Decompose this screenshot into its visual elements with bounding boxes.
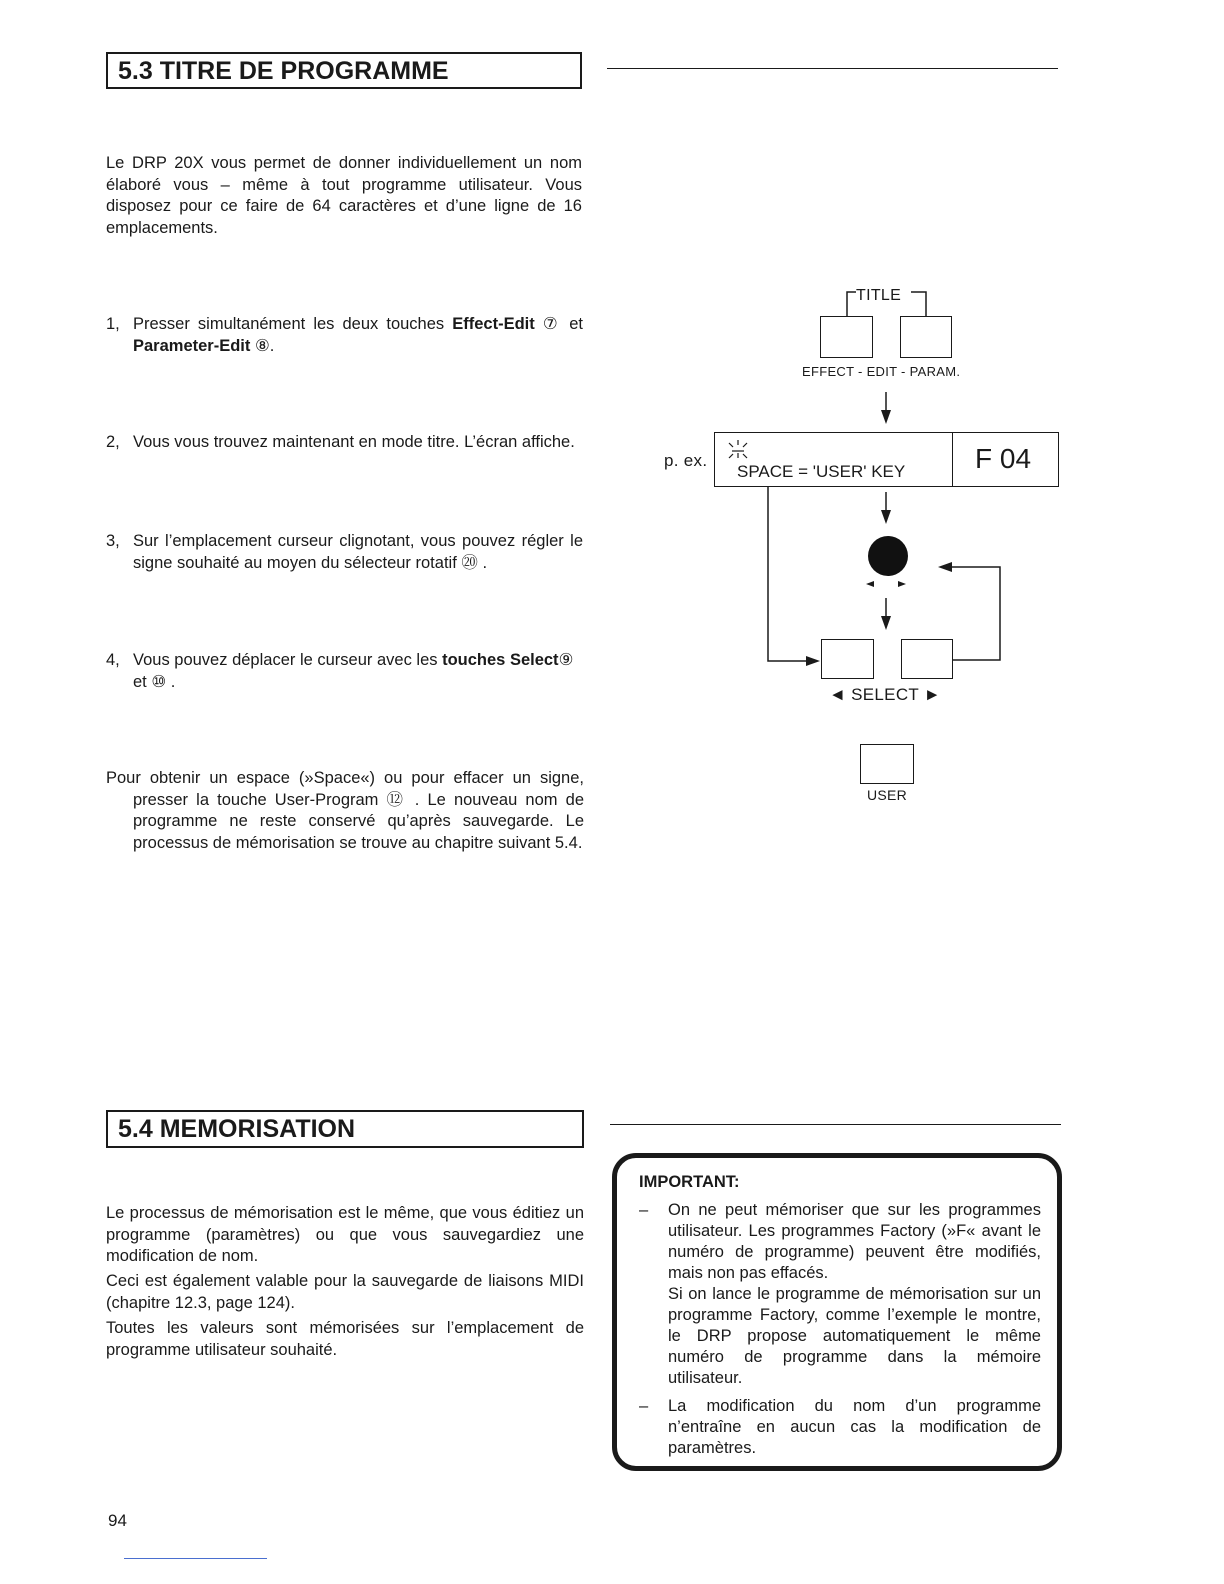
lcd-text: SPACE = 'USER' KEY — [737, 462, 906, 481]
select-right-key[interactable] — [901, 639, 953, 679]
ref-10: ⑩ — [151, 672, 167, 691]
important-item-2-dash: – — [639, 1397, 649, 1415]
ref-20: ⑳ — [461, 553, 478, 572]
parameter-edit-key[interactable] — [900, 316, 952, 358]
flow-connectors — [760, 486, 1010, 676]
section-54-para-1: Le processus de mémorisation est le même, que vous éditiez un programme (paramètres) ou que vous sauvegardiez une modification de nom. — [106, 1204, 584, 1265]
effect-edit-param-label: EFFECT - EDIT - PARAM. — [802, 364, 961, 379]
important-item-1-text: On ne peut mémoriser que sur les programmes utilisateur. Les programmes Factory (»F« avant le numéro de programme) peuvent être modifiés, mais non pas effacés. Si on lance le programme de mémorisation sur un programme Factory, comme l’exemple le montre, le DRP propose automatiquement le même numéro de programme dans la mémoire utilisateur. — [668, 1201, 1041, 1387]
ref-12: ⑫ — [386, 790, 407, 809]
ref-7: ⑦ — [542, 315, 562, 333]
important-item-2-text: La modification du nom d’un programme n’entraîne en aucun cas la modification de paramètres. — [668, 1397, 1041, 1457]
section-53-rule — [607, 68, 1058, 69]
step-2-text: Vous vous trouvez maintenant en mode titre. L’écran affiche. — [133, 433, 575, 451]
section-53-heading — [106, 52, 582, 89]
ref-9: ⑨ — [558, 651, 574, 669]
effect-edit-key-name: Effect-Edit — [452, 315, 535, 333]
space-note: Pour obtenir un espace (»Space«) ou pour effacer un signe, presser la touche User-Program ⑫ . Le nouveau nom de programme ne reste conservé qu’après sauvegarde. Le processus de mémorisation se trouve au chapitre suivant 5.4. — [106, 769, 584, 852]
title-label: TITLE — [856, 287, 902, 304]
user-label: USER — [867, 787, 908, 803]
section-53-heading-text: 5.3 TITRE DE PROGRAMME — [118, 57, 449, 85]
select-label: ◄ SELECT ► — [829, 685, 941, 704]
select-left-key[interactable] — [821, 639, 874, 679]
important-item-1-dash: – — [639, 1201, 649, 1219]
section-53-intro: Le DRP 20X vous permet de donner individuellement un nom élaboré vous – même à tout programme utilisateur. Vous disposez pour ce faire de 64 caractères et d’une ligne de 16 emplacements. — [106, 154, 582, 237]
section-54-heading-text: 5.4 MEMORISATION — [118, 1115, 356, 1143]
user-program-key[interactable] — [860, 744, 914, 784]
lcd-display — [714, 432, 1059, 487]
select-keys-name: touches Select — [442, 651, 559, 669]
step-2-number: 2, — [106, 433, 120, 451]
lcd-divider — [952, 433, 953, 486]
section-54-para-3: Toutes les valeurs sont mémorisées sur l’emplacement de programme utilisateur souhaité. — [106, 1319, 584, 1359]
arrow-down-icon — [878, 392, 894, 426]
section-54-heading — [106, 1110, 584, 1148]
page-number: 94 — [108, 1511, 127, 1530]
step-1-number: 1, — [106, 315, 120, 333]
step-4-number: 4, — [106, 651, 120, 669]
section-54-rule — [610, 1124, 1061, 1125]
example-label: p. ex. — [664, 451, 708, 470]
step-3-number: 3, — [106, 532, 120, 550]
important-title: IMPORTANT: — [639, 1173, 740, 1191]
step-3-text: Sur l’emplacement curseur clignotant, vous pouvez régler le signe souhaité au moyen du sélecteur rotatif ⑳ . — [133, 532, 583, 572]
step-4-text: Vous pouvez déplacer le curseur avec les touches Select⑨ et ⑩ . — [133, 651, 574, 691]
ref-8: ⑧ — [254, 336, 270, 355]
lcd-program-code: F 04 — [975, 443, 1032, 474]
footer-rule — [124, 1558, 267, 1559]
important-box — [612, 1153, 1062, 1471]
step-1-text: Presser simultanément les deux touches Effect-Edit ⑦ et Parameter-Edit ⑧. — [133, 315, 583, 355]
parameter-edit-key-name: Parameter-Edit — [133, 336, 251, 355]
section-54-para-2: Ceci est également valable pour la sauvegarde de liaisons MIDI (chapitre 12.3, page 124). — [106, 1272, 584, 1312]
effect-edit-key[interactable] — [820, 316, 873, 358]
blinking-cursor-icon — [723, 438, 753, 462]
